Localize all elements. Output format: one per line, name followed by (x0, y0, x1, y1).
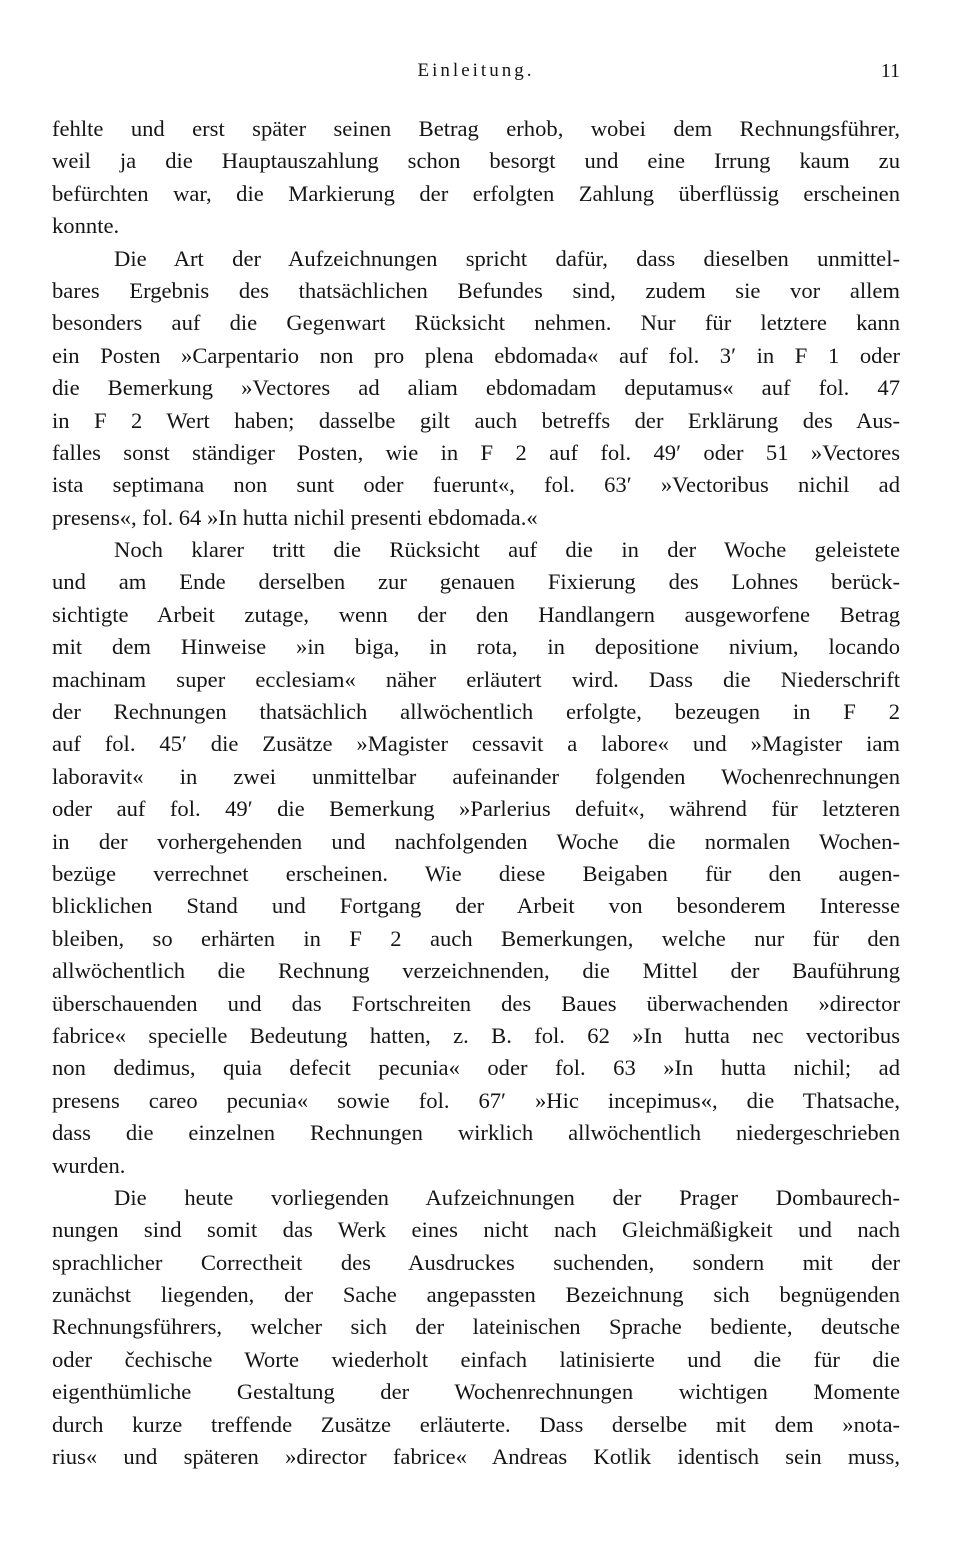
text-line: sprachlicher Correctheit des Ausdruckes suchenden, sondern mit der (52, 1249, 900, 1275)
text-line: bares Ergebnis des thatsächlichen Befundes sind, zudem sie vor allem (52, 277, 900, 303)
text-line: besonders auf die Gegenwart Rücksicht nehmen. Nur für letztere kann (52, 310, 900, 336)
text-line: dass die einzelnen Rechnungen wirklich allwöchentlich niedergeschrieben (52, 1120, 900, 1146)
text-line: oder čechische Worte wiederholt einfach latinisierte und die für die (52, 1346, 900, 1372)
text-line: eigenthümliche Gestaltung der Wochenrechnungen wichtigen Momente (52, 1379, 900, 1405)
running-head (52, 60, 900, 90)
text-line: presens«, fol. 64 »In hutta nichil presenti ebdomada.« (52, 504, 538, 530)
text-line: Die Art der Aufzeichnungen spricht dafür, dass dieselben unmittel- (114, 245, 900, 271)
text-line: sichtigte Arbeit zutage, wenn der den Handlangern ausgeworfene Betrag (52, 601, 900, 627)
text-line: konnte. (52, 213, 120, 239)
text-line: mit dem Hinweise »in biga, in rota, in depositione nivium, locando (52, 634, 900, 660)
text-line: Noch klarer tritt die Rücksicht auf die in der Woche geleistete (114, 537, 900, 563)
text-line: und am Ende derselben zur genauen Fixierung des Lohnes berück- (52, 569, 900, 595)
text-line: befürchten war, die Markierung der erfolgten Zahlung überflüssig erscheinen (52, 180, 900, 206)
text-line: die Bemerkung »Vectores ad aliam ebdomadam deputamus« auf fol. 47 (52, 375, 900, 401)
text-line: auf fol. 45′ die Zusätze »Magister cessavit a labore« und »Magister iam (52, 731, 900, 757)
text-line: in F 2 Wert haben; dasselbe gilt auch betreffs der Erklärung des Aus- (52, 407, 900, 433)
page-number: 11 (880, 60, 900, 82)
text-line: fabrice« specielle Bedeutung hatten, z. B. fol. 62 »In hutta nec vectoribus (52, 1022, 900, 1048)
text-line: oder auf fol. 49′ die Bemerkung »Parlerius defuit«, während für letzteren (52, 796, 900, 822)
text-line: laboravit« in zwei unmittelbar aufeinander folgenden Wochenrechnungen (52, 763, 900, 789)
running-title: Einleitung. (417, 60, 535, 81)
text-line: falles sonst ständiger Posten, wie in F 2 auf fol. 49′ oder 51 »Vectores (52, 439, 900, 465)
text-line: überschauenden und das Fortschreiten des Baues überwachenden »director (52, 990, 900, 1016)
text-line: der Rechnungen thatsächlich allwöchentlich erfolgte, bezeugen in F 2 (52, 699, 900, 725)
text-line: fehlte und erst später seinen Betrag erhob, wobei dem Rechnungsführer, (52, 116, 900, 141)
text-line: durch kurze treffende Zusätze erläuterte. Dass derselbe mit dem »nota- (52, 1411, 900, 1437)
text-line: Die heute vorliegenden Aufzeichnungen der Prager Dombaurech- (114, 1184, 900, 1210)
body-text (52, 113, 900, 1473)
text-line: in der vorhergehenden und nachfolgenden Woche die normalen Wochen- (52, 828, 900, 854)
text-line: blicklichen Stand und Fortgang der Arbeit von besonderem Interesse (52, 893, 900, 919)
text-line: bleiben, so erhärten in F 2 auch Bemerkungen, welche nur für den (52, 925, 900, 951)
text-line: non dedimus, quia defecit pecunia« oder fol. 63 »In hutta nichil; ad (52, 1055, 900, 1081)
text-line: wurden. (52, 1152, 126, 1178)
text-line: ista septimana non sunt oder fuerunt«, fol. 63′ »Vectoribus nichil ad (52, 472, 900, 498)
text-line: Rechnungsführers, welcher sich der lateinischen Sprache bediente, deutsche (52, 1314, 900, 1340)
text-line: allwöchentlich die Rechnung verzeichnenden, die Mittel der Bauführung (52, 958, 900, 984)
text-line: nungen sind somit das Werk eines nicht nach Gleichmäßigkeit und nach (52, 1217, 900, 1243)
text-line: bezüge verrechnet erscheinen. Wie diese Beigaben für den augen- (52, 860, 900, 886)
text-line: weil ja die Hauptauszahlung schon besorgt und eine Irrung kaum zu (52, 148, 900, 174)
text-line: presens careo pecunia« sowie fol. 67′ »Hic incepimus«, die Thatsache, (52, 1087, 900, 1113)
text-line: rius« und späteren »director fabrice« Andreas Kotlik identisch sein muss, (52, 1444, 900, 1470)
text-line: machinam super ecclesiam« näher erläutert wird. Dass die Niederschrift (52, 666, 900, 692)
text-line: ein Posten »Carpentario non pro plena ebdomada« auf fol. 3′ in F 1 oder (52, 342, 900, 368)
text-line: zunächst liegenden, der Sache angepassten Bezeichnung sich begnügenden (52, 1282, 900, 1308)
